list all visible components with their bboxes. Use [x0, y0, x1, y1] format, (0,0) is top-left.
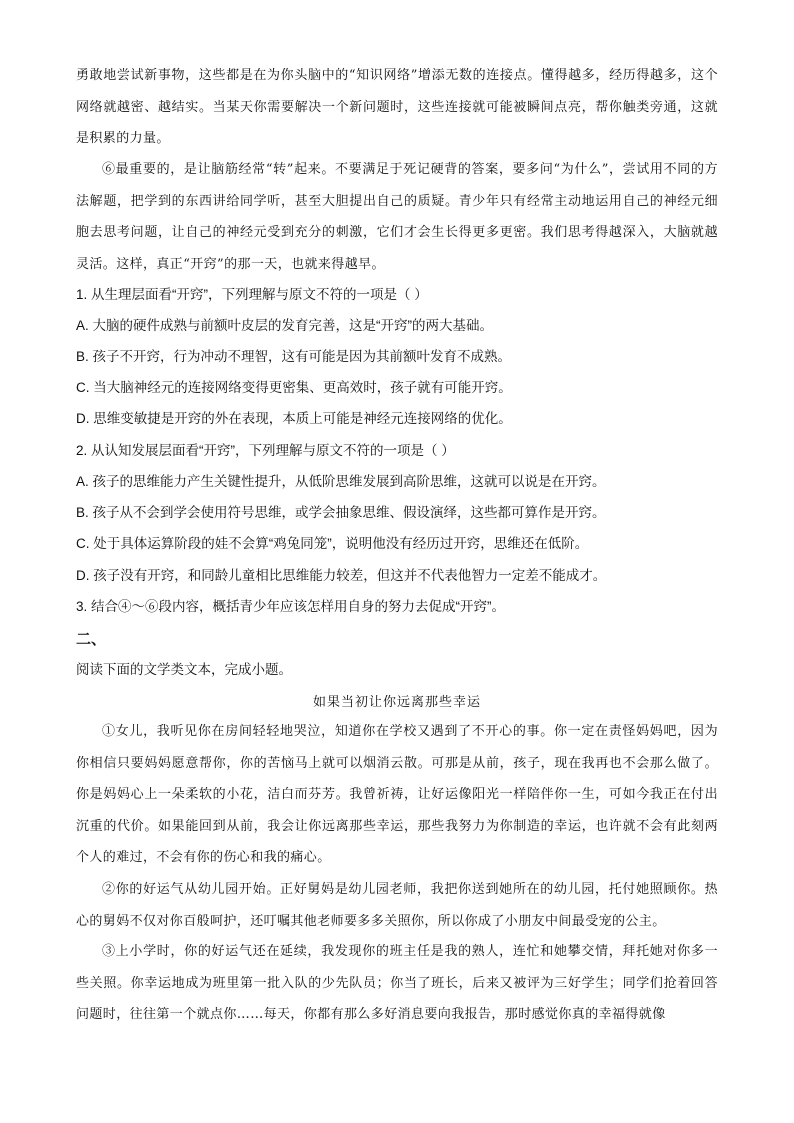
question-2-stem: 2. 从认知发展层面看“开窍”，下列理解与原文不符的一项是（ ） [76, 443, 455, 458]
section-2-instruction: 阅读下面的文学类文本，完成小题。 [76, 662, 292, 677]
passage-paragraph-6: ⑥最重要的，是让脑筋经常“转”起来。不要满足于死记硬背的答案，要多问“为什么”，尝试用不同的方法解题，把学到的东西讲给同学听，甚至大胆提出自己的质疑。青少年只有经常主动地运用自己的神经元细胞去思考问题，让自己的神经元受到充分的刺激，它们才会生长得更多更密。我们思考得越深入，大脑就越灵活。这样，真正“开窍”的那一天，也就来得越早。 [76, 162, 718, 272]
question-1-stem: 1. 从生理层面看“开窍”，下列理解与原文不符的一项是（ ） [76, 287, 428, 302]
story-paragraph-3: ③上小学时，你的好运气还在延续，我发现你的班主任是我的熟人，连忙和她攀交情，拜托她对你多一些关照。你幸运地成为班里第一批入队的少先队员；你当了班长，后来又被评为三好学生；同学们抢着回答问题时，往往第一个就点你……每天，你都有那么多好消息要向我报告，那时感觉你真的幸福得就像 [76, 944, 718, 1022]
question-2-option-a: A. 孩子的思维能力产生关键性提升，从低阶思维发展到高阶思维，这就可以说是在开窍。 [76, 474, 606, 489]
story-title: 如果当初让你远离那些幸运 [312, 695, 481, 710]
question-1-option-c: C. 当大脑神经元的连接网络变得更密集、更高效时，孩子就有可能开窍。 [76, 380, 512, 395]
story-paragraph-1: ①女儿，我听见你在房间轻轻地哭泣，知道你在学校又遇到了不开心的事。你一定在责怪妈妈吧，因为你相信只要妈妈愿意帮你，你的苦恼马上就可以烟消云散。可那是从前，孩子，现在我再也不会那么做了。你是妈妈心上一朵柔软的小花，洁白而芬芳。我曾祈祷，让好运像阳光一样陪伴你一生，可如今我正在付出沉重的代价。如果能回到从前，我会让你远离那些幸运，那些我努力为你制造的幸运，也许就不会有此刻两个人的难过，不会有你的伤心和我的痛心。 [76, 724, 718, 865]
passage-paragraph-intro: 勇敢地尝试新事物，这些都是在为你头脑中的“知识网络”增添无数的连接点。懂得越多，经历得越多，这个网络就越密、越结实。当某天你需要解决一个新问题时，这些连接就可能被瞬间点亮，帮你触类旁通，这就是积累的力量。 [76, 68, 718, 146]
question-2-option-b: B. 孩子从不会到学会使用符号思维，或学会抽象思维、假设演绎，这些都可算作是开窍。 [76, 505, 606, 520]
question-2-option-c: C. 处于具体运算阶段的娃不会算“鸡兔同笼”，说明他没有经历过开窍，思维还在低阶。 [76, 536, 589, 551]
section-2-heading: 二、 [76, 631, 107, 648]
question-2-option-d: D. 孩子没有开窍，和同龄儿童相比思维能力较差，但这并不代表他智力一定差不能成才。 [76, 568, 607, 583]
question-1-option-d: D. 思维变敏捷是开窍的外在表现，本质上可能是神经元连接网络的优化。 [76, 411, 512, 426]
question-3-stem: 3. 结合④～⑥段内容，概括青少年应该怎样用自身的努力去促成“开窍”。 [76, 599, 505, 614]
question-1-option-a: A. 大脑的硬件成熟与前额叶皮层的发育完善，这是“开窍”的两大基础。 [76, 318, 493, 333]
question-1-option-b: B. 孩子不开窍，行为冲动不理智，这有可能是因为其前额叶发育不成熟。 [76, 349, 512, 364]
story-paragraph-2: ②你的好运气从幼儿园开始。正好舅妈是幼儿园老师，我把你送到她所在的幼儿园，托付她照顾你。热心的舅妈不仅对你百般呵护，还叮嘱其他老师要多多关照你，所以你成了小朋友中间最受宠的公主。 [76, 882, 718, 929]
